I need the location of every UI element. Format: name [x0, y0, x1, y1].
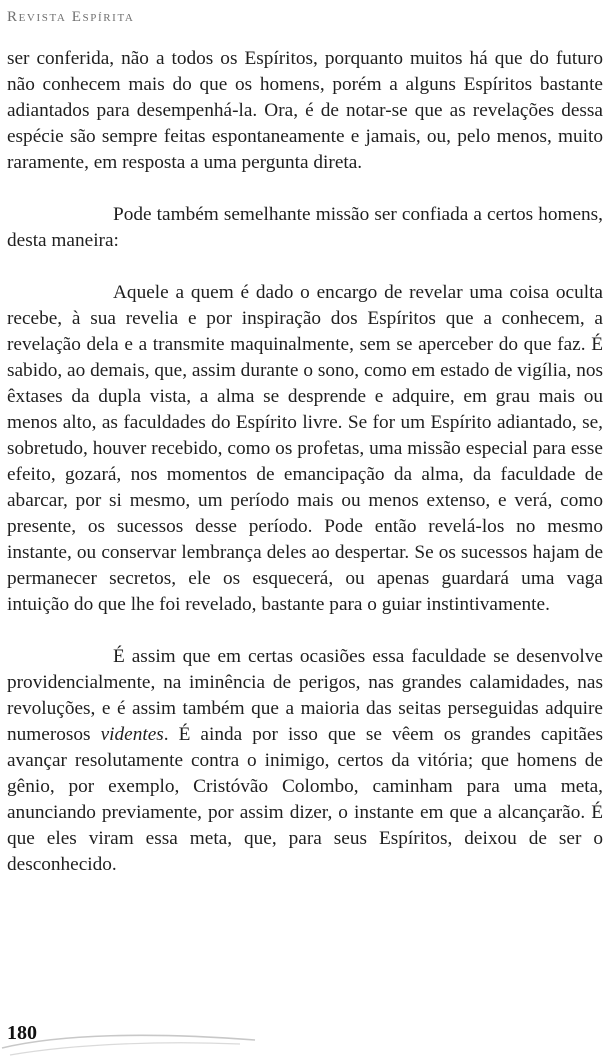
running-header: Revista Espírita [7, 9, 135, 25]
paragraph [7, 644, 603, 878]
footer-swoosh-ornament [0, 1028, 260, 1058]
paragraph-text: É assim que em certas ocasiões essa faculdade se desenvolve providencialmente, na iminência de perigos, nas grandes calamidades, nas revoluções, e é assim também que a maioria das seitas perseguidas adquire numerosos [7, 646, 603, 745]
paragraph-text: . É ainda por isso que se vêem os grandes capitães avançar resolutamente contra o inimigo, certos da vitória; que homens de gênio, por exemplo, Cristóvão Colombo, caminham para uma meta, anunciando previamente, por assim dizer, o instante em que a alcançarão. É que eles viram essa meta, que, para seus Espíritos, deixou de ser o desconhecido. [7, 724, 603, 875]
paragraph: ser conferida, não a todos os Espíritos, porquanto muitos há que do futuro não conhecem mais do que os homens, porém a alguns Espíritos bastante adiantados para desempenhá-la. Ora, é de notar-se que as revelações dessa espécie são sempre feitas espontaneamente e jamais, ou, pelo menos, muito raramente, em resposta a uma pergunta direta. [7, 48, 603, 173]
paragraph: Pode também semelhante missão ser confiada a certos homens, desta maneira: [7, 204, 603, 251]
paragraph: Aquele a quem é dado o encargo de revelar uma coisa oculta recebe, à sua revelia e por inspiração dos Espíritos que a conhecem, a revelação dela e a transmite maquinalmente, sem se aperceber do que faz. É sabido, ao demais, que, assim durante o sono, como em estado de vigília, nos êxtases da dupla vista, a alma se desprende e adquire, em grau mais ou menos alto, as faculdades do Espírito livre. Se for um Espírito adiantado, se, sobretudo, houver recebido, como os profetas, uma missão especial para esse efeito, gozará, nos momentos de emancipação da alma, da faculdade de abarcar, por si mesmo, um período mais ou menos extenso, e verá, como presente, os sucessos desse período. Pode então revelá-los no mesmo instante, ou conservar lembrança deles ao despertar. Se os sucessos hajam de permanecer secretos, ele os esquecerá, ou apenas guardará uma vaga intuição do que lhe foi revelado, bastante para o guiar instintivamente. [7, 282, 603, 615]
emphasized-term: videntes [100, 724, 164, 745]
page-body [7, 46, 603, 878]
page-number: 180 [7, 1022, 37, 1044]
